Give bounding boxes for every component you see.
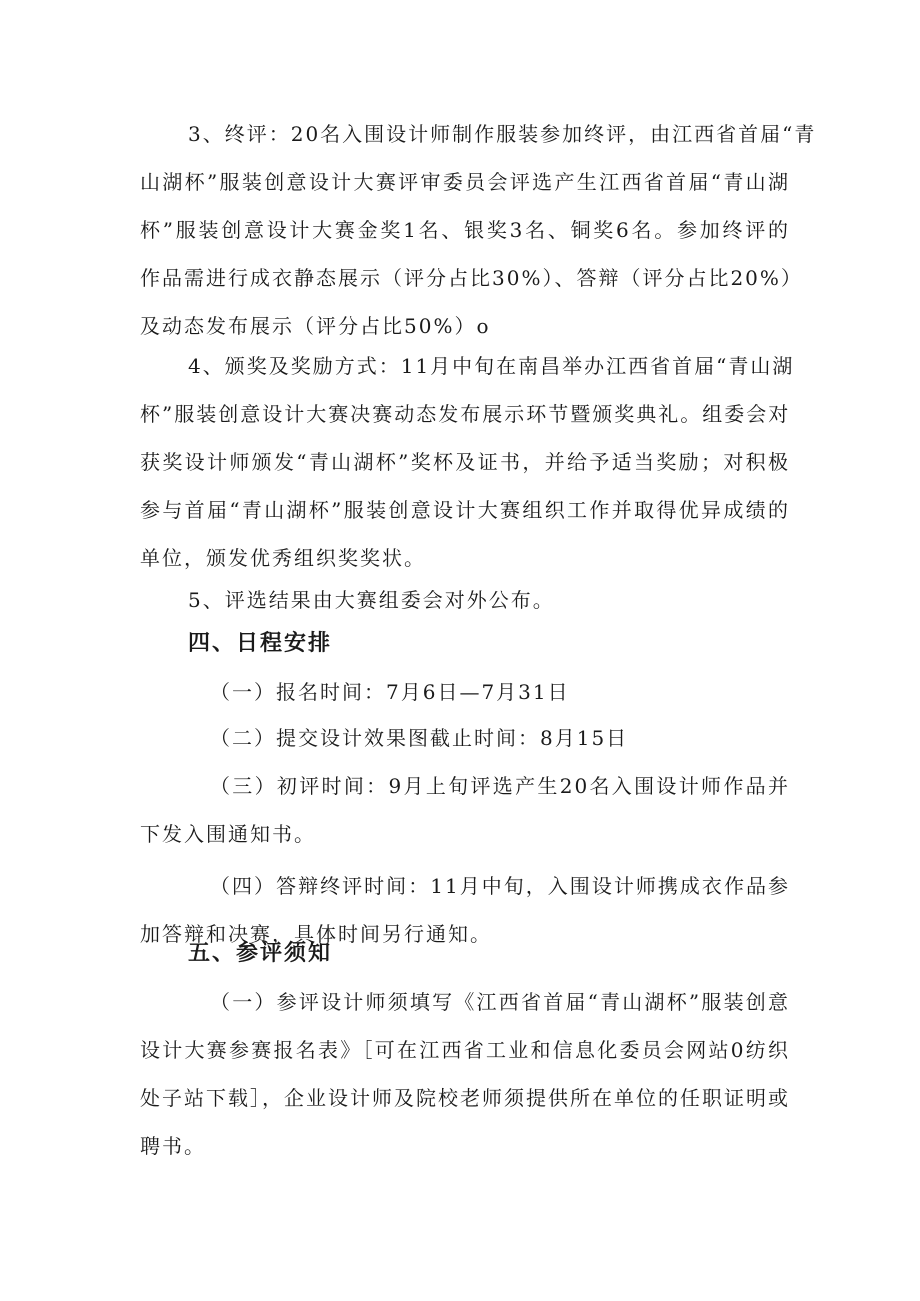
- text-line: （四）答辩终评时间：11月中旬，入围设计师携成衣作品参: [210, 874, 790, 898]
- text-line: 加答辩和决赛，具体时间另行通知。: [140, 922, 492, 946]
- text-line: 山湖杯”服装创意设计大赛评审委员会评选产生江西省首届“青山湖: [140, 170, 790, 194]
- text-line: 设计大赛参赛报名表》［可在江西省工业和信息化委员会网站0纺织: [140, 1038, 790, 1062]
- text-line: 聘书。: [140, 1134, 206, 1158]
- text-line: 参与首届“青山湖杯”服装创意设计大赛组织工作并取得优异成绩的: [140, 498, 790, 522]
- section-heading-schedule: 四、日程安排: [188, 631, 333, 656]
- notice-item-registration-form: [140, 978, 790, 1170]
- text-line: 作品需进行成衣静态展示（评分占比30%）、答辩（评分占比20%）: [140, 266, 803, 290]
- text-line: 下发入围通知书。: [140, 822, 316, 846]
- text-line: （一）报名时间：7月6日—7月31日: [210, 680, 570, 704]
- paragraph-final-review: [140, 110, 817, 350]
- text-line: 处子站下载］，企业设计师及院校老师须提供所在单位的任职证明或: [140, 1086, 790, 1110]
- text-line: 杯”服装创意设计大赛决赛动态发布展示环节暨颁奖典礼。组委会对: [140, 402, 791, 426]
- paragraph-awards: [140, 342, 795, 582]
- schedule-item-submission: [140, 714, 790, 762]
- text-line: 3、终评：20名入围设计师制作服装参加终评，由江西省首届“青: [188, 122, 817, 146]
- text-line: 单位，颁发优秀组织奖奖状。: [140, 546, 426, 570]
- section-heading-notice: 五、参评须知: [188, 941, 333, 966]
- text-line: （三）初评时间：9月上旬评选产生20名入围设计师作品并: [210, 774, 790, 798]
- text-line: （二）提交设计效果图截止时间：8月15日: [210, 726, 629, 750]
- schedule-item-preliminary: [140, 762, 790, 858]
- text-line: 5、评选结果由大赛组委会对外公布。: [188, 588, 555, 612]
- text-line: 4、颁奖及奖励方式：11月中旬在南昌举办江西省首届“青山湖: [188, 354, 795, 378]
- schedule-item-registration: [140, 668, 790, 716]
- text-line: 杯”服装创意设计大赛金奖1名、银奖3名、铜奖6名。参加终评的: [140, 218, 790, 242]
- text-line: 及动态发布展示（评分占比50%）o: [140, 314, 491, 338]
- text-line: 获奖设计师颁发“青山湖杯”奖杯及证书，并给予适当奖励；对积极: [140, 450, 790, 474]
- paragraph-results: [140, 576, 790, 624]
- text-line: （一）参评设计师须填写《江西省首届“青山湖杯”服装创意: [210, 990, 790, 1014]
